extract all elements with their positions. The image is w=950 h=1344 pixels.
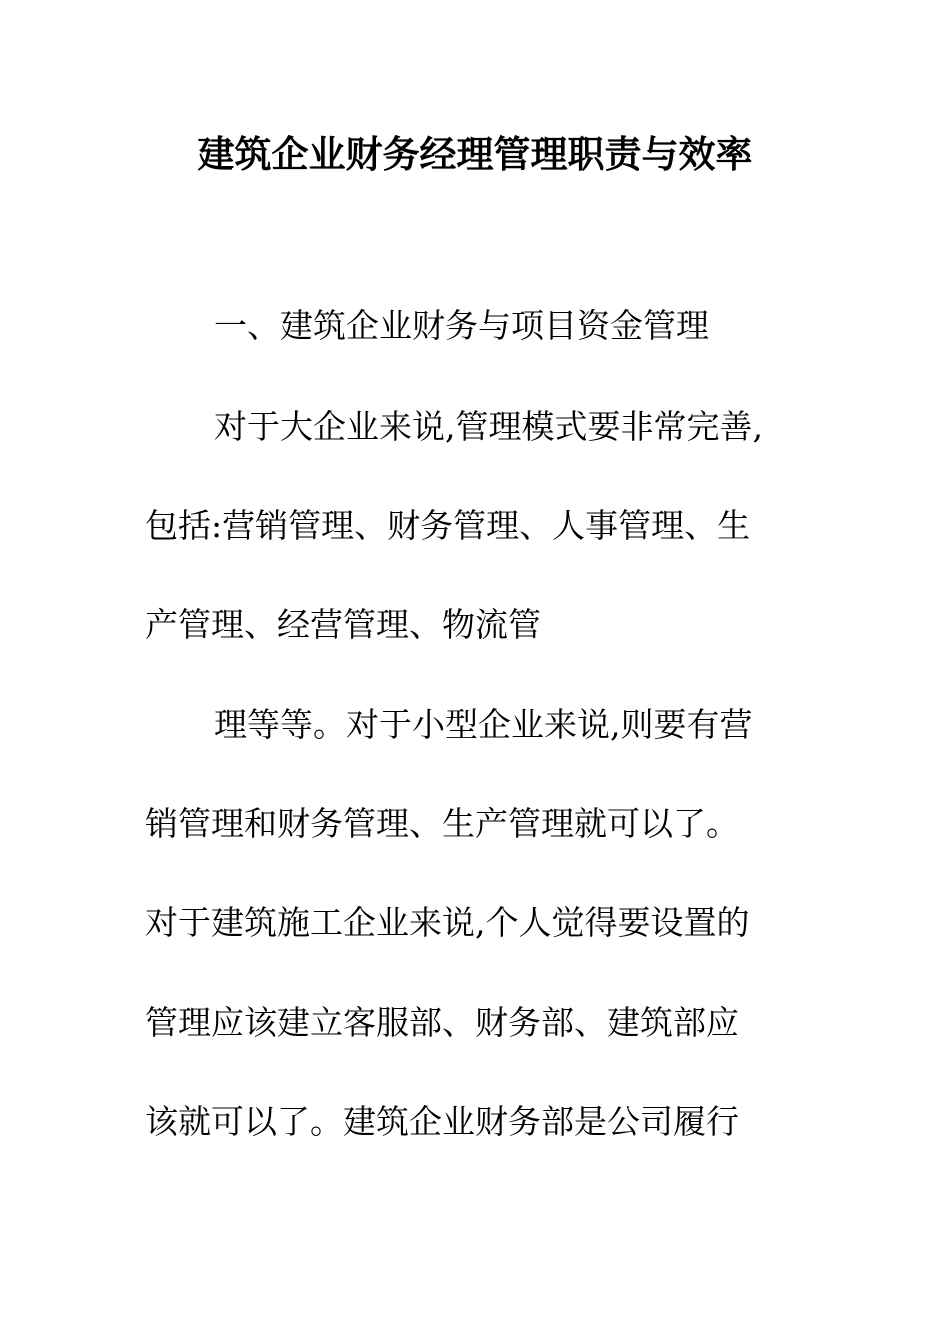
section-heading: 一、建筑企业财务与项目资金管理 [214,306,709,345]
paragraph-line: 管理应该建立客服部、财务部、建筑部应 [145,1003,739,1042]
paragraph-line: 产管理、经营管理、物流管 [145,605,541,644]
document-title: 建筑企业财务经理管理职责与效率 [197,132,753,176]
paragraph-line: 该就可以了。建筑企业财务部是公司履行 [145,1102,739,1141]
paragraph-line: 理等等。对于小型企业来说,则要有营 [214,705,753,744]
paragraph-line: 包括:营销管理、财务管理、人事管理、生 [145,506,751,545]
paragraph-line: 销管理和财务管理、生产管理就可以了。 [145,804,739,843]
paragraph-line: 对于大企业来说,管理模式要非常完善, [214,407,763,446]
paragraph-line: 对于建筑施工企业来说,个人觉得要设置的 [145,903,750,942]
